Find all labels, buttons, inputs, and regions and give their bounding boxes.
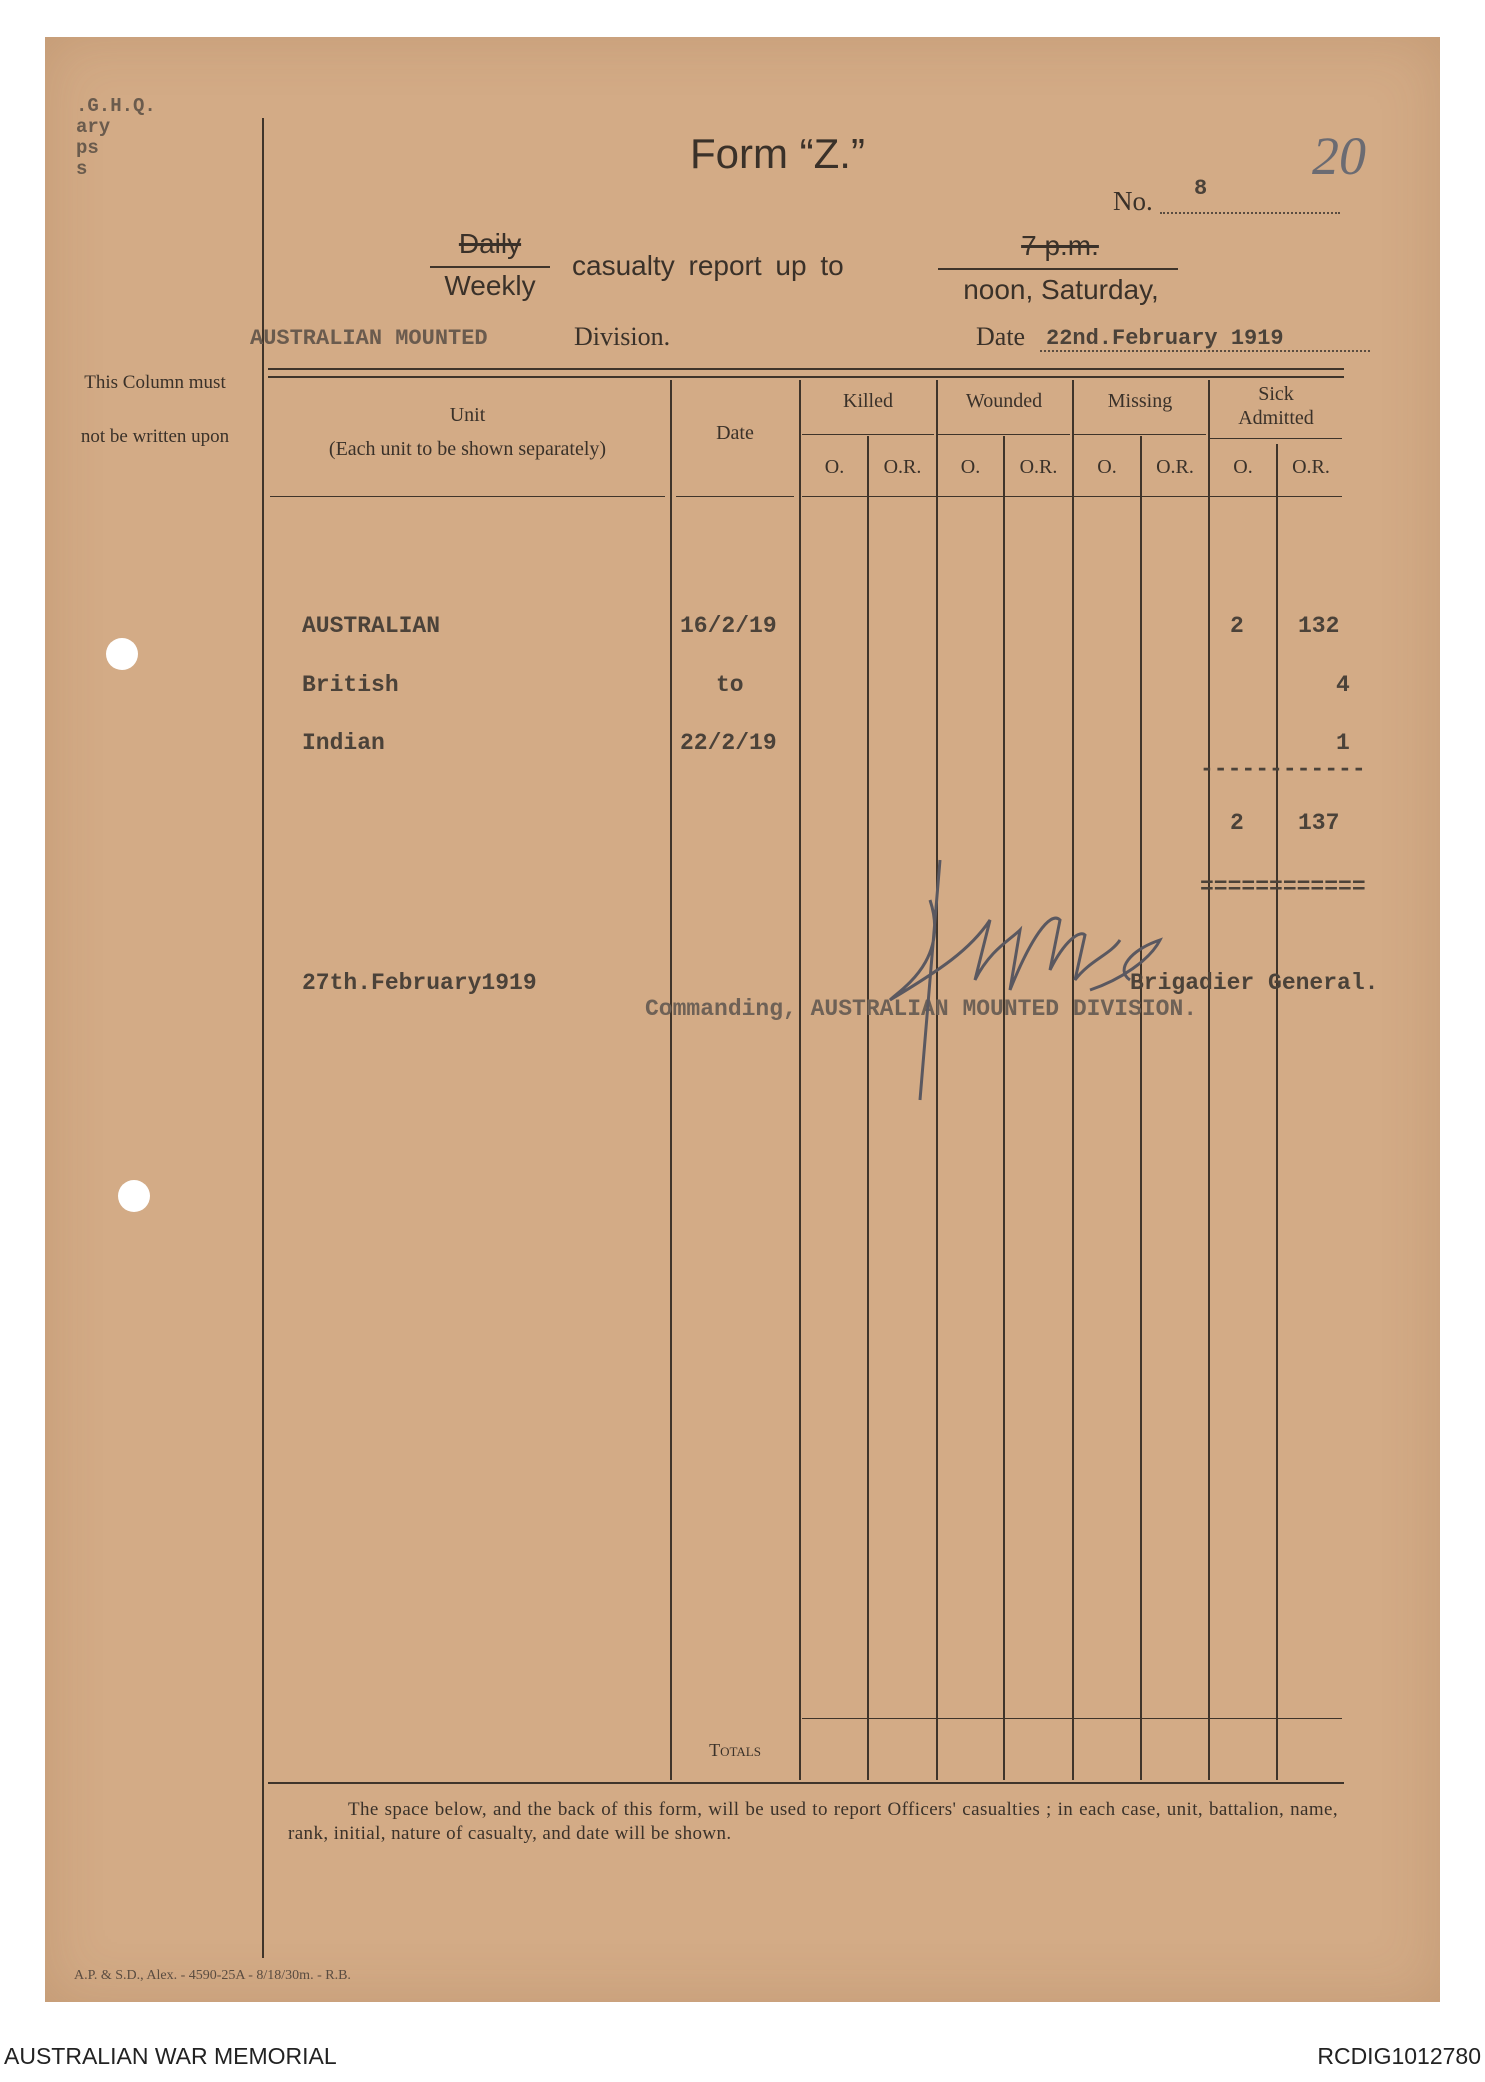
sick-header-line: Admitted	[1238, 407, 1314, 429]
number-label: No.	[1113, 186, 1153, 216]
stamp-line: .G.H.Q.	[76, 95, 156, 117]
date-value: 22nd.February 1919	[1046, 326, 1284, 351]
row-unit: British	[302, 672, 399, 698]
col-line-missing-right	[1208, 380, 1210, 1780]
punch-hole-top	[106, 638, 138, 670]
instructions	[288, 1798, 1338, 1846]
wounded-header: Wounded	[965, 390, 1043, 412]
killed-o-header: O.	[824, 456, 845, 478]
weekly-option: Weekly	[444, 270, 536, 301]
header-rule-bottom	[268, 376, 1344, 378]
report-line-middle: casualty report up to	[572, 250, 844, 281]
sick-underline	[1210, 438, 1342, 439]
row-sick-or: 4	[1336, 672, 1350, 698]
total-sick-or: 137	[1298, 810, 1340, 836]
col-line-sick-mid	[1276, 444, 1278, 1780]
commanding-line: Commanding, AUSTRALIAN MOUNTED DIVISION.	[645, 996, 1198, 1022]
killed-header: Killed	[843, 390, 893, 412]
stamp-line: s	[76, 158, 88, 180]
stamp-line: ary	[76, 116, 111, 138]
row-unit: AUSTRALIAN	[302, 613, 441, 639]
division-label: Division.	[574, 322, 671, 351]
sick-header	[1210, 382, 1342, 430]
punch-hole-bottom	[118, 1180, 150, 1212]
form-title: Form “Z.”	[690, 130, 865, 177]
unit-header: Unit	[449, 404, 486, 426]
wounded-o-header: O.	[960, 456, 981, 478]
sick-header-line: Sick	[1258, 383, 1294, 405]
wounded-or-header: O.R.	[1019, 456, 1058, 478]
stamp-line: ps	[76, 137, 99, 159]
col-line-date-right	[799, 380, 801, 1780]
killed-underline	[802, 434, 934, 435]
sign-date: 27th.February1919	[302, 970, 537, 996]
row-date: 22/2/19	[680, 730, 777, 756]
fraction-bar-right	[938, 268, 1178, 270]
sick-o-header: O.	[1233, 456, 1253, 478]
footer-left: AUSTRALIAN WAR MEMORIAL	[4, 2043, 337, 2069]
missing-header: Missing	[1107, 390, 1173, 412]
row-date: to	[716, 672, 744, 698]
margin-stamp	[76, 96, 156, 180]
day-option: noon, Saturday,	[963, 274, 1159, 305]
unit-header-note: (Each unit to be shown separately)	[328, 438, 607, 460]
date-label: Date	[976, 322, 1026, 351]
totals-label: Totals	[709, 1740, 761, 1760]
missing-underline	[1074, 434, 1206, 435]
header-rule-top	[268, 368, 1344, 370]
margin-note-line: This Column must	[84, 372, 226, 393]
dashed-rule: ------------	[1200, 756, 1366, 782]
handwritten-number: 20	[1312, 126, 1366, 186]
margin-note-line: not be written upon	[80, 426, 230, 447]
double-rule: ============	[1200, 874, 1366, 900]
date-dotted-line	[1040, 350, 1370, 352]
sick-or-header: O.R.	[1292, 456, 1330, 478]
wounded-underline	[938, 434, 1070, 435]
row-sick-or: 132	[1298, 613, 1340, 639]
table-bottom-rule	[268, 1782, 1344, 1784]
instructions-text: The space below, and the back of this form, will be used to report Officers' casualties ; in each case, unit, battalion, name, rank, initial, nature of casualty, and date will be shown.	[288, 1799, 1338, 1844]
margin-rule	[262, 118, 264, 1958]
number-value: 8	[1194, 176, 1208, 201]
col-line-killed-mid	[867, 436, 869, 1780]
time-option: 7 p.m.	[1021, 230, 1099, 261]
header-underline-date	[676, 496, 794, 497]
row-sick-o: 2	[1230, 613, 1244, 639]
total-sick-o: 2	[1230, 810, 1244, 836]
number-dotted-line	[1160, 212, 1340, 214]
row-unit: Indian	[302, 730, 385, 756]
header-underline-unit	[270, 496, 665, 497]
daily-option: Daily	[458, 228, 522, 259]
col-line-date-left	[670, 380, 672, 1780]
row-date: 16/2/19	[680, 613, 777, 639]
margin-note	[50, 356, 260, 464]
totals-rule-counts	[802, 1718, 1342, 1719]
fraction-bar-left	[430, 266, 550, 268]
division-typed: AUSTRALIAN MOUNTED	[250, 326, 488, 351]
missing-o-header: O.	[1097, 456, 1117, 478]
row-sick-or: 1	[1336, 730, 1350, 756]
footer-right: RCDIG1012780	[1317, 2043, 1481, 2069]
killed-or-header: O.R.	[883, 456, 922, 478]
missing-or-header: O.R.	[1156, 456, 1194, 478]
header-underline-counts	[802, 496, 1342, 497]
signature	[880, 840, 1180, 1110]
rank-line: Brigadier General.	[1130, 970, 1379, 996]
printer-line: A.P. & S.D., Alex. - 4590-25A - 8/18/30m. - R.B.	[74, 1968, 351, 1983]
date-header: Date	[716, 422, 754, 444]
